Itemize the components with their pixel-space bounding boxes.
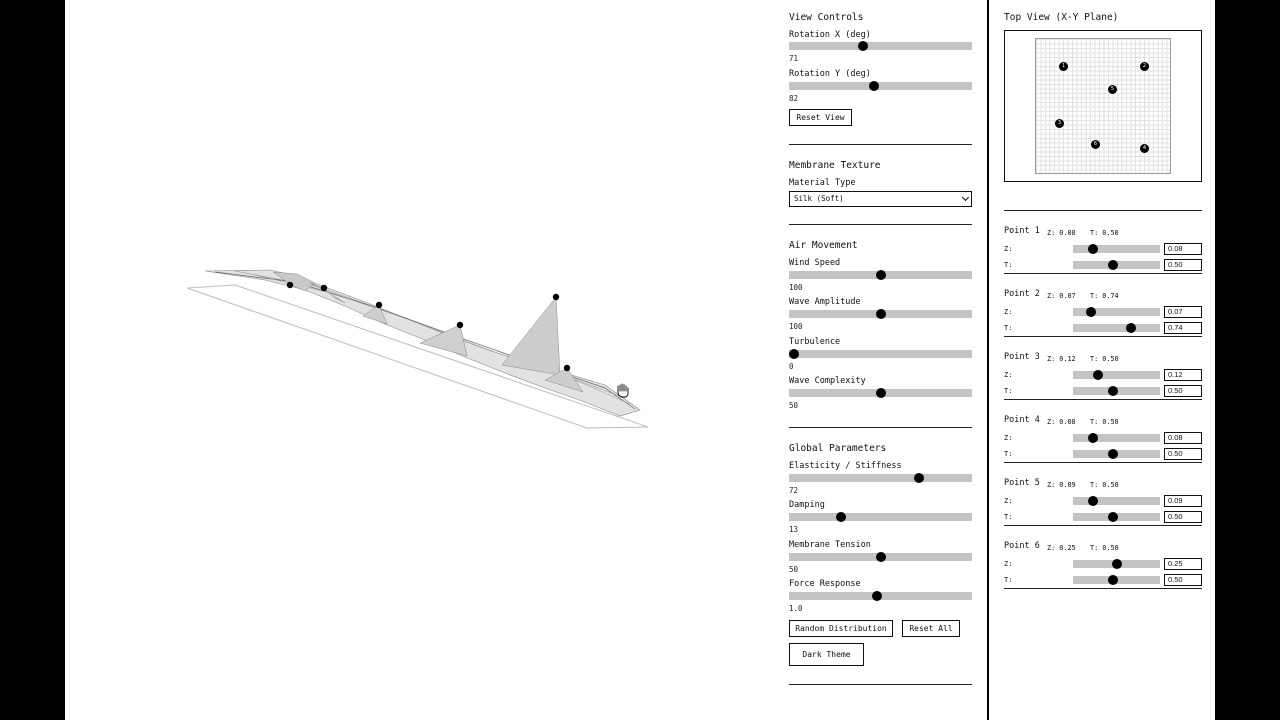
- slider-thumb[interactable]: [1108, 575, 1118, 585]
- point-t-readout: T: 0.50: [1090, 481, 1119, 489]
- divider: [1004, 462, 1202, 463]
- point-z-input[interactable]: 0.25: [1164, 558, 1202, 570]
- divider: [1004, 399, 1202, 400]
- point-t-label: T:: [1004, 261, 1013, 269]
- force-response-value: 1.0: [789, 604, 803, 613]
- random-distribution-button[interactable]: Random Distribution: [789, 620, 893, 637]
- damping-value: 13: [789, 525, 799, 534]
- point-z-slider[interactable]: [1073, 560, 1160, 568]
- point-z-readout: Z: 0.08: [1047, 418, 1076, 426]
- wave-complexity-label: Wave Complexity: [789, 376, 866, 386]
- point-title: Point 4: [1004, 415, 1040, 425]
- slider-thumb[interactable]: [914, 473, 924, 483]
- point-t-slider[interactable]: [1073, 387, 1160, 395]
- global-parameters-title: Global Parameters: [789, 443, 887, 454]
- membrane-tension-label: Membrane Tension: [789, 540, 871, 550]
- hand-grab-icon: [618, 384, 628, 397]
- point-title: Point 3: [1004, 352, 1040, 362]
- slider-thumb[interactable]: [1088, 496, 1098, 506]
- chevron-down-icon: [962, 194, 969, 201]
- membrane-texture-title: Membrane Texture: [789, 160, 881, 171]
- point-t-slider[interactable]: [1073, 513, 1160, 521]
- top-view-point-2[interactable]: 2: [1140, 62, 1149, 71]
- control-point-2[interactable]: [321, 285, 327, 291]
- panel-divider: [987, 0, 989, 720]
- app-window: [65, 0, 1215, 720]
- wind-speed-label: Wind Speed: [789, 258, 841, 268]
- point-z-label: Z:: [1004, 371, 1013, 379]
- point-z-label: Z:: [1004, 497, 1013, 505]
- point-t-label: T:: [1004, 387, 1013, 395]
- point-t-input[interactable]: 0.50: [1164, 511, 1202, 523]
- point-z-slider[interactable]: [1073, 308, 1160, 316]
- point-t-input[interactable]: 0.50: [1164, 385, 1202, 397]
- point-z-label: Z:: [1004, 434, 1013, 442]
- divider: [789, 144, 972, 145]
- point-z-slider[interactable]: [1073, 245, 1160, 253]
- control-point-6[interactable]: [564, 365, 570, 371]
- point-z-readout: Z: 0.09: [1047, 481, 1076, 489]
- point-z-readout: Z: 0.25: [1047, 544, 1076, 552]
- top-view-point-3[interactable]: 3: [1055, 119, 1064, 128]
- point-z-input[interactable]: 0.09: [1164, 495, 1202, 507]
- membrane-tension-value: 50: [789, 565, 799, 574]
- slider-thumb[interactable]: [1108, 512, 1118, 522]
- point-t-slider[interactable]: [1073, 450, 1160, 458]
- rotation-y-slider[interactable]: [789, 82, 972, 90]
- point-z-label: Z:: [1004, 560, 1013, 568]
- membrane-surface-render[interactable]: [65, 0, 775, 720]
- point-title: Point 1: [1004, 226, 1040, 236]
- material-type-select[interactable]: [789, 191, 972, 207]
- rotation-y-label: Rotation Y (deg): [789, 69, 871, 79]
- point-z-input[interactable]: 0.12: [1164, 369, 1202, 381]
- divider: [789, 684, 972, 685]
- slider-thumb[interactable]: [876, 388, 886, 398]
- top-view-grid[interactable]: [1035, 38, 1171, 174]
- slider-thumb[interactable]: [789, 349, 799, 359]
- material-type-label: Material Type: [789, 178, 856, 188]
- force-response-label: Force Response: [789, 579, 861, 589]
- point-t-input[interactable]: 0.50: [1164, 574, 1202, 586]
- point-t-input[interactable]: 0.50: [1164, 448, 1202, 460]
- divider: [1004, 273, 1202, 274]
- point-z-readout: Z: 0.08: [1047, 229, 1076, 237]
- slider-thumb[interactable]: [1088, 433, 1098, 443]
- reset-view-button[interactable]: Reset View: [789, 109, 852, 126]
- point-z-label: Z:: [1004, 245, 1013, 253]
- wave-amplitude-value: 100: [789, 322, 803, 331]
- control-point-4[interactable]: [457, 322, 463, 328]
- point-t-slider[interactable]: [1073, 576, 1160, 584]
- elasticity-slider[interactable]: [789, 474, 972, 482]
- wave-complexity-value: 50: [789, 401, 799, 410]
- air-movement-title: Air Movement: [789, 240, 858, 251]
- material-type-selected: Silk (Soft): [794, 194, 844, 203]
- control-point-1[interactable]: [287, 282, 293, 288]
- slider-thumb[interactable]: [869, 81, 879, 91]
- divider: [1004, 588, 1202, 589]
- point-t-slider[interactable]: [1073, 324, 1160, 332]
- point-t-readout: T: 0.50: [1090, 229, 1119, 237]
- divider: [789, 224, 972, 225]
- view-controls-title: View Controls: [789, 12, 864, 23]
- point-z-readout: Z: 0.07: [1047, 292, 1076, 300]
- point-z-slider[interactable]: [1073, 434, 1160, 442]
- point-z-readout: Z: 0.12: [1047, 355, 1076, 363]
- point-t-readout: T: 0.50: [1090, 544, 1119, 552]
- slider-thumb[interactable]: [1112, 559, 1122, 569]
- membrane-3d-viewport[interactable]: [65, 0, 775, 720]
- slider-thumb[interactable]: [836, 512, 846, 522]
- point-z-input[interactable]: 0.08: [1164, 432, 1202, 444]
- slider-thumb[interactable]: [1086, 307, 1096, 317]
- divider: [1004, 336, 1202, 337]
- slider-thumb[interactable]: [876, 552, 886, 562]
- controls-panel: [789, 0, 972, 720]
- reset-all-button[interactable]: Reset All: [902, 620, 960, 637]
- point-t-label: T:: [1004, 513, 1013, 521]
- point-title: Point 6: [1004, 541, 1040, 551]
- wind-speed-slider[interactable]: [789, 271, 972, 279]
- point-z-slider[interactable]: [1073, 371, 1160, 379]
- point-z-input[interactable]: 0.08: [1164, 243, 1202, 255]
- wind-speed-value: 100: [789, 283, 803, 292]
- slider-thumb[interactable]: [1108, 260, 1118, 270]
- slider-thumb[interactable]: [1108, 386, 1118, 396]
- slider-thumb[interactable]: [1108, 449, 1118, 459]
- divider: [789, 427, 972, 428]
- damping-slider[interactable]: [789, 513, 972, 521]
- point-z-label: Z:: [1004, 308, 1013, 316]
- elasticity-value: 72: [789, 486, 799, 495]
- top-view-title: Top View (X-Y Plane): [1004, 12, 1119, 23]
- rotation-x-slider[interactable]: [789, 42, 972, 50]
- top-view-point-6[interactable]: 6: [1091, 140, 1100, 149]
- rotation-x-label: Rotation X (deg): [789, 30, 871, 40]
- elasticity-label: Elasticity / Stiffness: [789, 461, 902, 471]
- control-point-5[interactable]: [553, 294, 559, 300]
- wave-complexity-slider[interactable]: [789, 389, 972, 397]
- point-z-slider[interactable]: [1073, 497, 1160, 505]
- control-point-3[interactable]: [376, 302, 382, 308]
- divider: [1004, 210, 1202, 211]
- top-view-point-1[interactable]: 1: [1059, 62, 1068, 71]
- damping-label: Damping: [789, 500, 825, 510]
- membrane-tension-slider[interactable]: [789, 553, 972, 561]
- top-view-point-5[interactable]: 5: [1108, 85, 1117, 94]
- rotation-x-value: 71: [789, 54, 799, 63]
- turbulence-slider[interactable]: [789, 350, 972, 358]
- points-panel: [1004, 0, 1202, 720]
- top-view-point-4[interactable]: 4: [1140, 144, 1149, 153]
- slider-thumb[interactable]: [1093, 370, 1103, 380]
- point-t-input[interactable]: 0.50: [1164, 259, 1202, 271]
- point-t-input[interactable]: 0.74: [1164, 322, 1202, 334]
- point-z-input[interactable]: 0.07: [1164, 306, 1202, 318]
- point-title: Point 5: [1004, 478, 1040, 488]
- top-view-canvas[interactable]: [1004, 30, 1202, 182]
- point-t-label: T:: [1004, 576, 1013, 584]
- slider-thumb[interactable]: [1126, 323, 1136, 333]
- slider-thumb[interactable]: [876, 270, 886, 280]
- point-t-readout: T: 0.74: [1090, 292, 1119, 300]
- wave-amplitude-label: Wave Amplitude: [789, 297, 861, 307]
- wave-amplitude-slider[interactable]: [789, 310, 972, 318]
- point-t-label: T:: [1004, 450, 1013, 458]
- turbulence-value: 0: [789, 362, 794, 371]
- point-t-slider[interactable]: [1073, 261, 1160, 269]
- slider-thumb[interactable]: [858, 41, 868, 51]
- slider-thumb[interactable]: [872, 591, 882, 601]
- point-t-readout: T: 0.50: [1090, 418, 1119, 426]
- force-response-slider[interactable]: [789, 592, 972, 600]
- membrane-peak: [502, 297, 560, 375]
- point-title: Point 2: [1004, 289, 1040, 299]
- rotation-y-value: 82: [789, 94, 799, 103]
- point-t-readout: T: 0.50: [1090, 355, 1119, 363]
- point-t-label: T:: [1004, 324, 1013, 332]
- base-plane: [187, 285, 648, 428]
- dark-theme-button[interactable]: Dark Theme: [789, 643, 864, 666]
- divider: [1004, 525, 1202, 526]
- slider-thumb[interactable]: [876, 309, 886, 319]
- turbulence-label: Turbulence: [789, 337, 841, 347]
- slider-thumb[interactable]: [1088, 244, 1098, 254]
